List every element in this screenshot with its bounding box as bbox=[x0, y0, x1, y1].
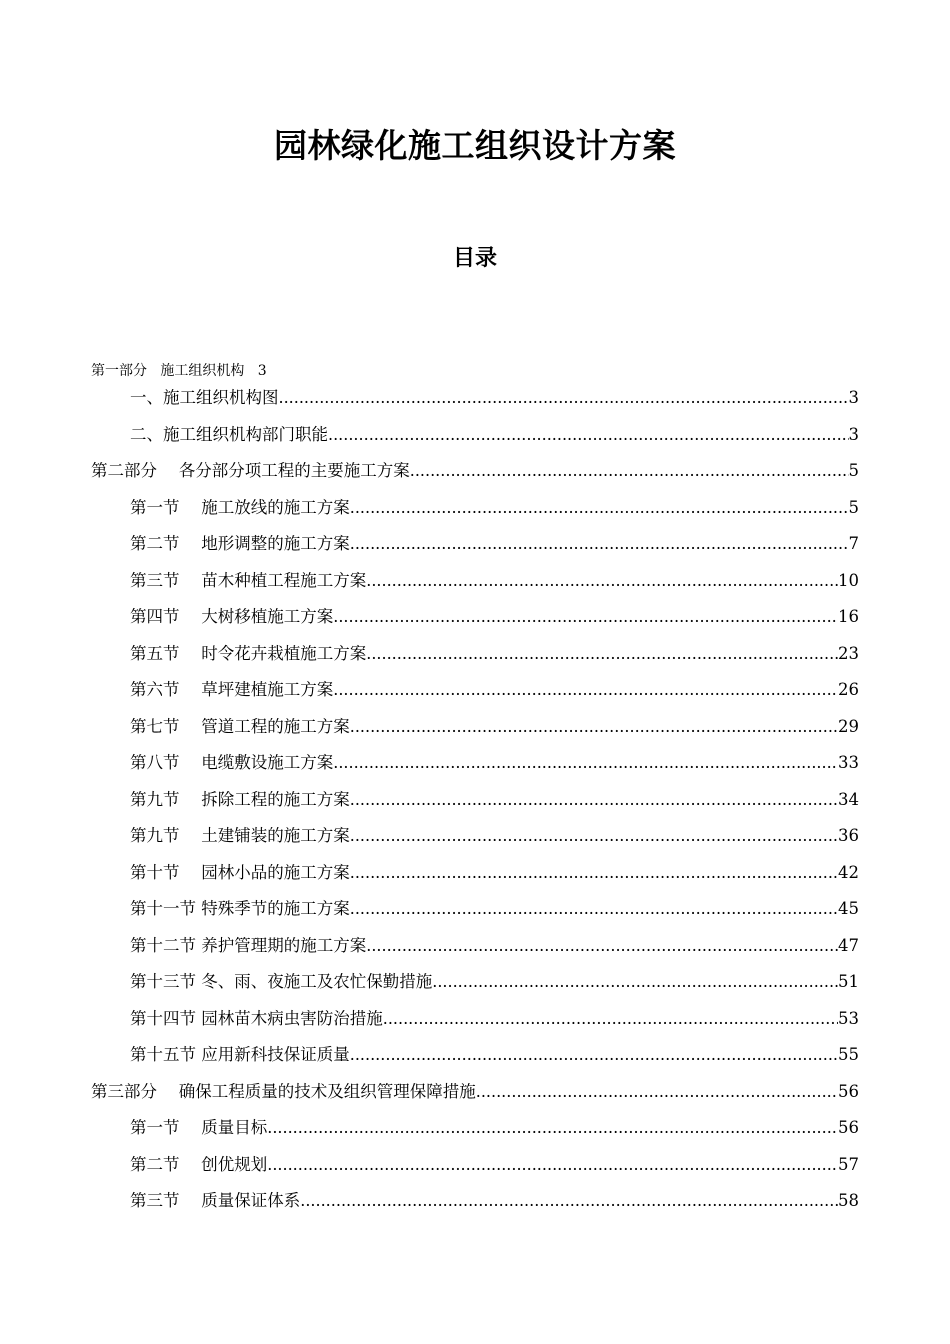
toc-dot-leader bbox=[383, 1007, 838, 1031]
toc-section-entry[interactable] bbox=[0, 1110, 950, 1147]
toc-page-number: 57 bbox=[838, 1154, 859, 1174]
toc-page-number: 29 bbox=[838, 716, 859, 736]
toc-section-entry[interactable] bbox=[0, 818, 950, 855]
toc-entry-label: 二、施工组织机构部门职能 bbox=[130, 424, 328, 444]
toc-section-entry[interactable] bbox=[0, 599, 950, 636]
toc-section-entry[interactable] bbox=[0, 745, 950, 782]
toc-dot-leader bbox=[366, 569, 838, 593]
toc-page-number: 7 bbox=[848, 534, 859, 554]
toc-first-page: 3 bbox=[257, 363, 267, 379]
toc-page-number: 47 bbox=[838, 935, 859, 955]
toc-section-entry[interactable] bbox=[0, 490, 950, 527]
toc-entry-label: 第三部分 确保工程质量的技术及组织管理保障措施 bbox=[91, 1081, 476, 1101]
toc-entry-label: 第三节 苗木种植工程施工方案 bbox=[130, 570, 367, 590]
toc-entry-label: 第一节 施工放线的施工方案 bbox=[130, 497, 350, 517]
toc-entry-label: 第二部分 各分部分项工程的主要施工方案 bbox=[91, 461, 410, 481]
toc-section-entry[interactable] bbox=[0, 672, 950, 709]
toc-page-number: 55 bbox=[838, 1045, 859, 1065]
toc-entry-label: 第十五节 应用新科技保证质量 bbox=[130, 1045, 350, 1065]
toc-dot-leader bbox=[476, 1080, 838, 1104]
toc-section-entry[interactable] bbox=[0, 1001, 950, 1038]
toc-entry-label: 第二节 创优规划 bbox=[130, 1154, 268, 1174]
toc-section-entry[interactable] bbox=[0, 563, 950, 600]
toc-section-entry[interactable] bbox=[0, 1037, 950, 1074]
toc-page-number: 56 bbox=[838, 1118, 859, 1138]
toc-page-number: 16 bbox=[838, 607, 859, 627]
toc-page-number: 53 bbox=[838, 1008, 859, 1028]
toc-part-entry[interactable] bbox=[0, 1074, 950, 1111]
toc-dot-leader bbox=[410, 459, 849, 483]
toc-first-line[interactable] bbox=[91, 360, 267, 382]
toc-entry-label: 第九节 拆除工程的施工方案 bbox=[130, 789, 350, 809]
toc-page-number: 51 bbox=[838, 972, 859, 992]
toc-dot-leader bbox=[267, 1116, 838, 1140]
toc-page-number: 5 bbox=[848, 497, 859, 517]
toc-page-number: 3 bbox=[848, 424, 859, 444]
toc-list bbox=[0, 380, 950, 1220]
toc-entry-label: 第二节 地形调整的施工方案 bbox=[130, 534, 350, 554]
toc-entry-label: 第十四节 园林苗木病虫害防治措施 bbox=[130, 1008, 383, 1028]
toc-section-entry[interactable] bbox=[0, 928, 950, 965]
document-title: 园林绿化施工组织设计方案 bbox=[274, 126, 676, 165]
toc-entry-label: 第七节 管道工程的施工方案 bbox=[130, 716, 350, 736]
toc-heading: 目录 bbox=[452, 246, 497, 271]
toc-page-number: 42 bbox=[838, 862, 859, 882]
toc-section-entry[interactable] bbox=[0, 964, 950, 1001]
toc-page-number: 23 bbox=[838, 643, 859, 663]
toc-entry-label: 第一节 质量目标 bbox=[130, 1118, 268, 1138]
toc-dot-leader bbox=[333, 605, 838, 629]
toc-page-number: 34 bbox=[838, 789, 859, 809]
toc-dot-leader bbox=[328, 423, 849, 447]
toc-entry-label: 第十一节 特殊季节的施工方案 bbox=[130, 899, 350, 919]
toc-section-entry[interactable] bbox=[0, 891, 950, 928]
toc-entry-label: 第十二节 养护管理期的施工方案 bbox=[130, 935, 367, 955]
toc-dot-leader bbox=[350, 715, 838, 739]
toc-page-number: 3 bbox=[848, 388, 859, 408]
toc-part-entry[interactable] bbox=[0, 453, 950, 490]
toc-page-number: 58 bbox=[838, 1191, 859, 1211]
toc-dot-leader bbox=[366, 642, 838, 666]
toc-dot-leader bbox=[267, 1153, 838, 1177]
toc-section-entry[interactable] bbox=[0, 1147, 950, 1184]
toc-entry-label: 第八节 电缆敷设施工方案 bbox=[130, 753, 334, 773]
toc-page-number: 33 bbox=[838, 753, 859, 773]
toc-section-entry[interactable] bbox=[0, 636, 950, 673]
toc-page-number: 45 bbox=[838, 899, 859, 919]
toc-section-entry[interactable] bbox=[0, 1183, 950, 1220]
toc-first-title: 施工组织机构 bbox=[160, 363, 245, 379]
toc-dot-leader bbox=[350, 788, 838, 812]
toc-dot-leader bbox=[350, 496, 849, 520]
toc-dot-leader bbox=[350, 1043, 838, 1067]
toc-section-entry[interactable] bbox=[0, 855, 950, 892]
toc-page-number: 5 bbox=[848, 461, 859, 481]
toc-dot-leader bbox=[366, 934, 838, 958]
toc-entry-label: 第五节 时令花卉栽植施工方案 bbox=[130, 643, 367, 663]
toc-entry-label: 第十三节 冬、雨、夜施工及农忙保勤措施 bbox=[130, 972, 433, 992]
toc-section-entry[interactable] bbox=[0, 380, 950, 417]
toc-entry-label: 第三节 质量保证体系 bbox=[130, 1191, 301, 1211]
toc-dot-leader bbox=[333, 678, 838, 702]
toc-entry-label: 第六节 草坪建植施工方案 bbox=[130, 680, 334, 700]
toc-section-entry[interactable] bbox=[0, 417, 950, 454]
toc-dot-leader bbox=[333, 751, 838, 775]
toc-entry-label: 第九节 土建铺装的施工方案 bbox=[130, 826, 350, 846]
toc-entry-label: 一、施工组织机构图 bbox=[130, 388, 279, 408]
toc-dot-leader bbox=[350, 824, 838, 848]
toc-page-number: 36 bbox=[838, 826, 859, 846]
toc-entry-label: 第十节 园林小品的施工方案 bbox=[130, 862, 350, 882]
toc-section-entry[interactable] bbox=[0, 709, 950, 746]
toc-section-entry[interactable] bbox=[0, 526, 950, 563]
toc-page-number: 26 bbox=[838, 680, 859, 700]
toc-page-number: 10 bbox=[838, 570, 859, 590]
toc-dot-leader bbox=[432, 970, 838, 994]
toc-dot-leader bbox=[350, 532, 849, 556]
toc-dot-leader bbox=[350, 861, 838, 885]
toc-dot-leader bbox=[300, 1189, 838, 1213]
toc-first-part: 第一部分 bbox=[91, 363, 147, 379]
toc-page-number: 56 bbox=[838, 1081, 859, 1101]
toc-dot-leader bbox=[350, 897, 838, 921]
toc-section-entry[interactable] bbox=[0, 782, 950, 819]
toc-entry-label: 第四节 大树移植施工方案 bbox=[130, 607, 334, 627]
toc-dot-leader bbox=[279, 386, 849, 410]
